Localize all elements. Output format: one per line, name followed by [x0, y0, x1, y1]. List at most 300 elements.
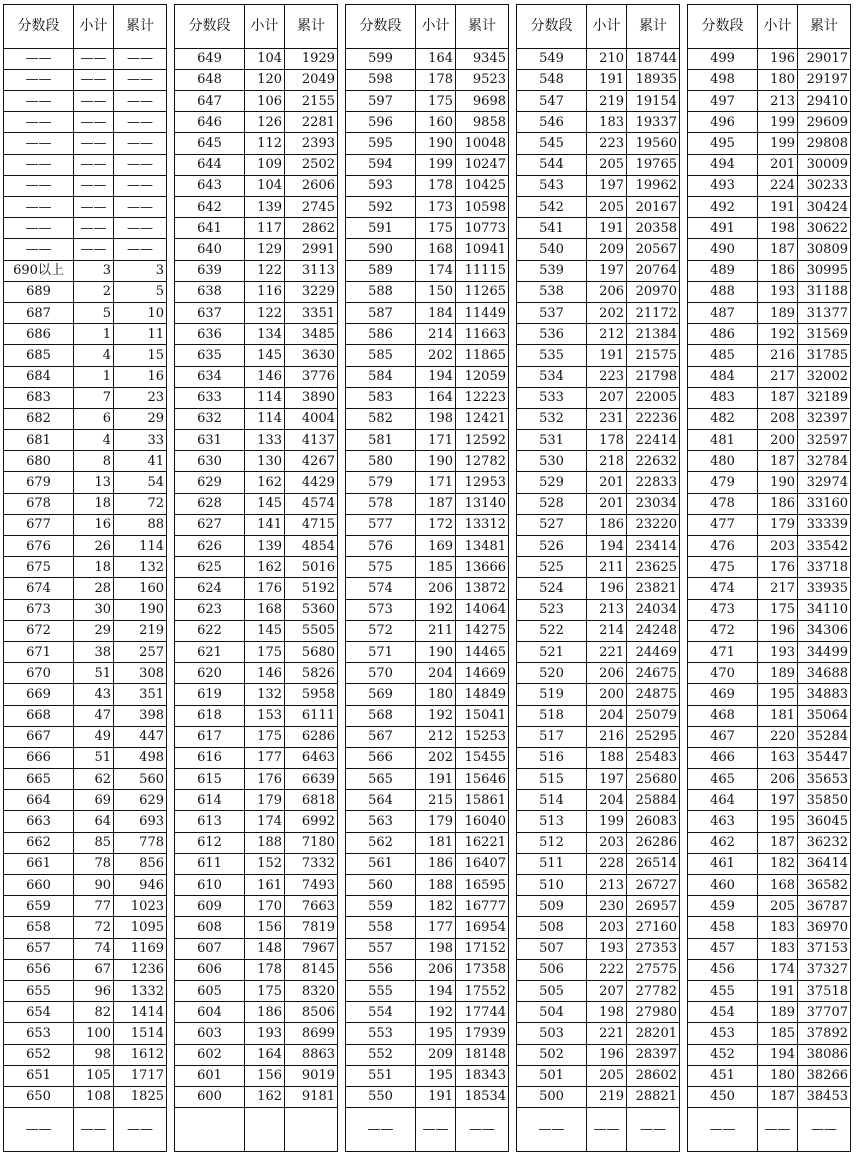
score-cell: 629 — [175, 472, 245, 493]
table-row — [175, 302, 338, 323]
score-cell: 601 — [175, 1065, 245, 1086]
subtotal-cell: 188 — [416, 875, 456, 896]
table-row — [346, 875, 509, 896]
cumulative-cell: 16221 — [456, 832, 509, 853]
score-cell: 652 — [4, 1044, 74, 1065]
subtotal-cell: 171 — [416, 472, 456, 493]
subtotal-cell: 179 — [245, 790, 285, 811]
header-cumulative: 累计 — [798, 5, 851, 49]
table-row — [175, 69, 338, 90]
subtotal-cell: 185 — [758, 1023, 798, 1044]
score-cell: 655 — [4, 980, 74, 1001]
cumulative-cell: —— — [114, 175, 167, 196]
subtotal-cell: 164 — [245, 1044, 285, 1065]
subtotal-cell: —— — [74, 48, 114, 69]
table-row — [175, 408, 338, 429]
subtotal-cell: 193 — [245, 1023, 285, 1044]
table-row — [517, 112, 680, 133]
cumulative-cell: —— — [114, 112, 167, 133]
score-cell: 671 — [4, 641, 74, 662]
subtotal-cell: 145 — [245, 345, 285, 366]
cumulative-cell: 34306 — [798, 620, 851, 641]
cumulative-cell: 54 — [114, 472, 167, 493]
table-row — [688, 514, 851, 535]
subtotal-cell: 189 — [758, 1002, 798, 1023]
subtotal-cell: 189 — [758, 302, 798, 323]
footer-cell — [245, 1108, 285, 1152]
table-row — [346, 536, 509, 557]
score-cell: 500 — [517, 1086, 587, 1107]
score-cell: 563 — [346, 811, 416, 832]
table-row — [175, 451, 338, 472]
table-row — [4, 853, 167, 874]
cumulative-cell: 28397 — [627, 1044, 680, 1065]
score-cell: 509 — [517, 896, 587, 917]
score-cell: 501 — [517, 1065, 587, 1086]
score-cell: 503 — [517, 1023, 587, 1044]
score-cell: 622 — [175, 620, 245, 641]
subtotal-cell: 180 — [758, 69, 798, 90]
score-cell: 473 — [688, 599, 758, 620]
subtotal-cell: 209 — [416, 1044, 456, 1065]
score-cell: 604 — [175, 1002, 245, 1023]
score-cell: 496 — [688, 112, 758, 133]
cumulative-cell: 6639 — [285, 769, 338, 790]
table-row — [517, 408, 680, 429]
table-row — [346, 663, 509, 684]
table-row — [517, 578, 680, 599]
subtotal-cell: 196 — [587, 578, 627, 599]
subtotal-cell: 2 — [74, 281, 114, 302]
score-table-block-5 — [687, 4, 851, 1152]
subtotal-cell: 30 — [74, 599, 114, 620]
score-cell: 476 — [688, 536, 758, 557]
score-cell: 488 — [688, 281, 758, 302]
score-cell: 657 — [4, 938, 74, 959]
subtotal-cell: 214 — [587, 620, 627, 641]
table-row — [517, 154, 680, 175]
cumulative-cell: 1332 — [114, 980, 167, 1001]
subtotal-cell: 214 — [416, 324, 456, 345]
table-row — [517, 557, 680, 578]
cumulative-cell: 16777 — [456, 896, 509, 917]
score-cell: 565 — [346, 769, 416, 790]
subtotal-cell: 1 — [74, 366, 114, 387]
subtotal-cell: 171 — [416, 430, 456, 451]
score-cell: 533 — [517, 387, 587, 408]
table-row — [4, 218, 167, 239]
table-row — [175, 281, 338, 302]
table-row — [4, 112, 167, 133]
table-row — [346, 747, 509, 768]
cumulative-cell: 23414 — [627, 536, 680, 557]
table-row — [4, 408, 167, 429]
cumulative-cell: 11663 — [456, 324, 509, 345]
cumulative-cell: 20970 — [627, 281, 680, 302]
score-cell: 658 — [4, 917, 74, 938]
score-cell: 546 — [517, 112, 587, 133]
subtotal-cell: 213 — [587, 875, 627, 896]
cumulative-cell: 6463 — [285, 747, 338, 768]
score-cell: 631 — [175, 430, 245, 451]
score-cell: 635 — [175, 345, 245, 366]
cumulative-cell: 1825 — [114, 1086, 167, 1107]
subtotal-cell: 187 — [758, 387, 798, 408]
footer-cell: —— — [4, 1108, 74, 1152]
cumulative-cell: 34883 — [798, 684, 851, 705]
cumulative-cell: 4267 — [285, 451, 338, 472]
table-row — [517, 726, 680, 747]
subtotal-cell: 216 — [758, 345, 798, 366]
cumulative-cell: 18343 — [456, 1065, 509, 1086]
table-row — [4, 641, 167, 662]
cumulative-cell: 35064 — [798, 705, 851, 726]
subtotal-cell: 145 — [245, 493, 285, 514]
subtotal-cell: 204 — [587, 790, 627, 811]
score-cell: 659 — [4, 896, 74, 917]
cumulative-cell: 32002 — [798, 366, 851, 387]
score-cell: 522 — [517, 620, 587, 641]
cumulative-cell: 33718 — [798, 557, 851, 578]
cumulative-cell: 18744 — [627, 48, 680, 69]
subtotal-cell: 192 — [416, 1002, 456, 1023]
table-row — [175, 430, 338, 451]
subtotal-cell: 191 — [587, 218, 627, 239]
score-cell: 502 — [517, 1044, 587, 1065]
cumulative-cell: 13481 — [456, 536, 509, 557]
table-row — [4, 769, 167, 790]
cumulative-cell: 5 — [114, 281, 167, 302]
subtotal-cell: 120 — [245, 69, 285, 90]
cumulative-cell: 2862 — [285, 218, 338, 239]
cumulative-cell: 36787 — [798, 896, 851, 917]
table-row — [4, 175, 167, 196]
table-row — [517, 536, 680, 557]
cumulative-cell: 15646 — [456, 769, 509, 790]
cumulative-cell: 36414 — [798, 853, 851, 874]
cumulative-cell: 17744 — [456, 1002, 509, 1023]
table-row — [4, 366, 167, 387]
subtotal-cell: 162 — [245, 557, 285, 578]
subtotal-cell: 78 — [74, 853, 114, 874]
table-row — [346, 175, 509, 196]
header-row — [4, 5, 167, 49]
subtotal-cell: 181 — [758, 705, 798, 726]
cumulative-cell: 27575 — [627, 959, 680, 980]
score-cell: 489 — [688, 260, 758, 281]
table-row — [175, 641, 338, 662]
subtotal-cell: 194 — [416, 980, 456, 1001]
table-row — [4, 324, 167, 345]
table-row — [688, 1065, 851, 1086]
table-row — [688, 91, 851, 112]
score-cell: 583 — [346, 387, 416, 408]
cumulative-cell: 23625 — [627, 557, 680, 578]
footer-row — [688, 1108, 851, 1152]
cumulative-cell: 5826 — [285, 663, 338, 684]
cumulative-cell: 15041 — [456, 705, 509, 726]
subtotal-cell: 221 — [587, 1023, 627, 1044]
cumulative-cell: 7493 — [285, 875, 338, 896]
subtotal-cell: 1 — [74, 324, 114, 345]
cumulative-cell: 35447 — [798, 747, 851, 768]
score-cell: 517 — [517, 726, 587, 747]
table-row — [346, 493, 509, 514]
subtotal-cell: 162 — [245, 472, 285, 493]
score-cell: 556 — [346, 959, 416, 980]
subtotal-cell: 174 — [416, 260, 456, 281]
table-row — [517, 514, 680, 535]
header-cumulative: 累计 — [627, 5, 680, 49]
score-cell: 468 — [688, 705, 758, 726]
table-row — [517, 430, 680, 451]
cumulative-cell: 7967 — [285, 938, 338, 959]
subtotal-cell: 212 — [587, 324, 627, 345]
subtotal-cell: 223 — [587, 133, 627, 154]
score-cell: 670 — [4, 663, 74, 684]
subtotal-cell: 196 — [758, 48, 798, 69]
score-cell: 545 — [517, 133, 587, 154]
score-cell: 643 — [175, 175, 245, 196]
table-row — [688, 726, 851, 747]
table-row — [688, 302, 851, 323]
score-cell: 662 — [4, 832, 74, 853]
score-cell: 573 — [346, 599, 416, 620]
score-cell: 596 — [346, 112, 416, 133]
table-row — [346, 69, 509, 90]
cumulative-cell: 7332 — [285, 853, 338, 874]
subtotal-cell: 175 — [416, 218, 456, 239]
table-row — [346, 91, 509, 112]
score-table-block-3 — [345, 4, 509, 1152]
score-cell: 642 — [175, 197, 245, 218]
table-row — [4, 684, 167, 705]
cumulative-cell: 17358 — [456, 959, 509, 980]
cumulative-cell: 37892 — [798, 1023, 851, 1044]
subtotal-cell: 174 — [758, 959, 798, 980]
table-row — [4, 620, 167, 641]
score-cell: 666 — [4, 747, 74, 768]
cumulative-cell: 14669 — [456, 663, 509, 684]
cumulative-cell: 26727 — [627, 875, 680, 896]
subtotal-cell: 212 — [416, 726, 456, 747]
table-row — [688, 769, 851, 790]
subtotal-cell: 182 — [416, 896, 456, 917]
score-cell: 504 — [517, 1002, 587, 1023]
subtotal-cell: 160 — [416, 112, 456, 133]
subtotal-cell: 203 — [587, 917, 627, 938]
table-row — [688, 599, 851, 620]
subtotal-cell: 169 — [416, 536, 456, 557]
score-cell: 587 — [346, 302, 416, 323]
score-cell: 527 — [517, 514, 587, 535]
table-row — [175, 811, 338, 832]
score-cell: 589 — [346, 260, 416, 281]
subtotal-cell: 26 — [74, 536, 114, 557]
table-row — [517, 493, 680, 514]
subtotal-cell: 191 — [587, 345, 627, 366]
cumulative-cell: 22632 — [627, 451, 680, 472]
table-row — [175, 493, 338, 514]
table-row — [688, 832, 851, 853]
table-row — [688, 430, 851, 451]
score-cell: 492 — [688, 197, 758, 218]
subtotal-cell: 200 — [587, 684, 627, 705]
score-cell: 612 — [175, 832, 245, 853]
score-cell: 561 — [346, 853, 416, 874]
footer-row — [175, 1108, 338, 1152]
subtotal-cell: 134 — [245, 324, 285, 345]
cumulative-cell: 18534 — [456, 1086, 509, 1107]
subtotal-cell: 187 — [758, 451, 798, 472]
table-row — [175, 387, 338, 408]
cumulative-cell: 1023 — [114, 896, 167, 917]
score-cell: 674 — [4, 578, 74, 599]
subtotal-cell: 185 — [416, 557, 456, 578]
subtotal-cell: 168 — [758, 875, 798, 896]
cumulative-cell: 19765 — [627, 154, 680, 175]
score-cell: 685 — [4, 345, 74, 366]
table-row — [4, 472, 167, 493]
score-cell: 555 — [346, 980, 416, 1001]
cumulative-cell: 35850 — [798, 790, 851, 811]
score-cell: —— — [4, 91, 74, 112]
table-row — [175, 472, 338, 493]
table-row — [346, 557, 509, 578]
cumulative-cell: 37153 — [798, 938, 851, 959]
table-row — [346, 705, 509, 726]
table-row — [517, 218, 680, 239]
score-cell: 644 — [175, 154, 245, 175]
subtotal-cell: 211 — [587, 557, 627, 578]
cumulative-cell: 21172 — [627, 302, 680, 323]
subtotal-cell: 211 — [416, 620, 456, 641]
table-row — [175, 959, 338, 980]
table-row — [346, 324, 509, 345]
header-subtotal: 小计 — [416, 5, 456, 49]
subtotal-cell: 215 — [416, 790, 456, 811]
score-cell: 687 — [4, 302, 74, 323]
subtotal-cell: 150 — [416, 281, 456, 302]
subtotal-cell: 153 — [245, 705, 285, 726]
subtotal-cell: 213 — [587, 599, 627, 620]
cumulative-cell: 30809 — [798, 239, 851, 260]
subtotal-cell: 197 — [758, 790, 798, 811]
subtotal-cell: 156 — [245, 1065, 285, 1086]
subtotal-cell: 192 — [416, 705, 456, 726]
subtotal-cell: 178 — [245, 959, 285, 980]
table-row — [175, 1023, 338, 1044]
score-cell: —— — [4, 133, 74, 154]
score-cell: 619 — [175, 684, 245, 705]
score-cell: 626 — [175, 536, 245, 557]
table-row — [4, 747, 167, 768]
cumulative-cell: 29017 — [798, 48, 851, 69]
table-row — [346, 980, 509, 1001]
score-cell: 459 — [688, 896, 758, 917]
score-cell: 584 — [346, 366, 416, 387]
table-row — [688, 451, 851, 472]
score-cell: 544 — [517, 154, 587, 175]
score-cell: 672 — [4, 620, 74, 641]
score-cell: 539 — [517, 260, 587, 281]
score-cell: 568 — [346, 705, 416, 726]
cumulative-cell: 13140 — [456, 493, 509, 514]
score-cell: 471 — [688, 641, 758, 662]
score-cell: 519 — [517, 684, 587, 705]
cumulative-cell: 34688 — [798, 663, 851, 684]
table-row — [4, 536, 167, 557]
cumulative-cell: 1612 — [114, 1044, 167, 1065]
cumulative-cell: 5680 — [285, 641, 338, 662]
table-row — [4, 832, 167, 853]
table-row — [175, 154, 338, 175]
subtotal-cell: 206 — [416, 578, 456, 599]
cumulative-cell: 14064 — [456, 599, 509, 620]
subtotal-cell: 217 — [758, 366, 798, 387]
subtotal-cell: 200 — [758, 430, 798, 451]
score-cell: —— — [4, 218, 74, 239]
score-cell: 552 — [346, 1044, 416, 1065]
footer-row — [4, 1108, 167, 1152]
score-cell: 495 — [688, 133, 758, 154]
cumulative-cell: 6286 — [285, 726, 338, 747]
table-row — [4, 917, 167, 938]
table-row — [4, 557, 167, 578]
table-row — [4, 91, 167, 112]
score-cell: 526 — [517, 536, 587, 557]
cumulative-cell: 88 — [114, 514, 167, 535]
cumulative-cell: 35653 — [798, 769, 851, 790]
footer-cell: —— — [74, 1108, 114, 1152]
score-cell: —— — [4, 48, 74, 69]
table-row — [688, 557, 851, 578]
subtotal-cell: 193 — [587, 938, 627, 959]
subtotal-cell: 195 — [416, 1023, 456, 1044]
table-row — [346, 408, 509, 429]
table-row — [346, 959, 509, 980]
table-row — [346, 1023, 509, 1044]
score-cell: 454 — [688, 1002, 758, 1023]
cumulative-cell: 15861 — [456, 790, 509, 811]
footer-cell: —— — [346, 1108, 416, 1152]
table-row — [4, 938, 167, 959]
score-cell: —— — [4, 69, 74, 90]
score-cell: 566 — [346, 747, 416, 768]
score-cell: 651 — [4, 1065, 74, 1086]
score-cell: 636 — [175, 324, 245, 345]
subtotal-cell: 179 — [758, 514, 798, 535]
subtotal-cell: 195 — [416, 1065, 456, 1086]
score-cell: 499 — [688, 48, 758, 69]
cumulative-cell: 26286 — [627, 832, 680, 853]
table-row — [688, 493, 851, 514]
cumulative-cell: 2049 — [285, 69, 338, 90]
cumulative-cell: 19154 — [627, 91, 680, 112]
cumulative-cell: 946 — [114, 875, 167, 896]
score-table-block-2 — [174, 4, 338, 1152]
score-cell: 582 — [346, 408, 416, 429]
table-row — [175, 684, 338, 705]
subtotal-cell: 195 — [758, 811, 798, 832]
table-row — [4, 133, 167, 154]
score-cell: 490 — [688, 239, 758, 260]
cumulative-cell: 5016 — [285, 557, 338, 578]
table-row — [175, 133, 338, 154]
cumulative-cell: 11865 — [456, 345, 509, 366]
subtotal-cell: 132 — [245, 684, 285, 705]
table-row — [175, 536, 338, 557]
